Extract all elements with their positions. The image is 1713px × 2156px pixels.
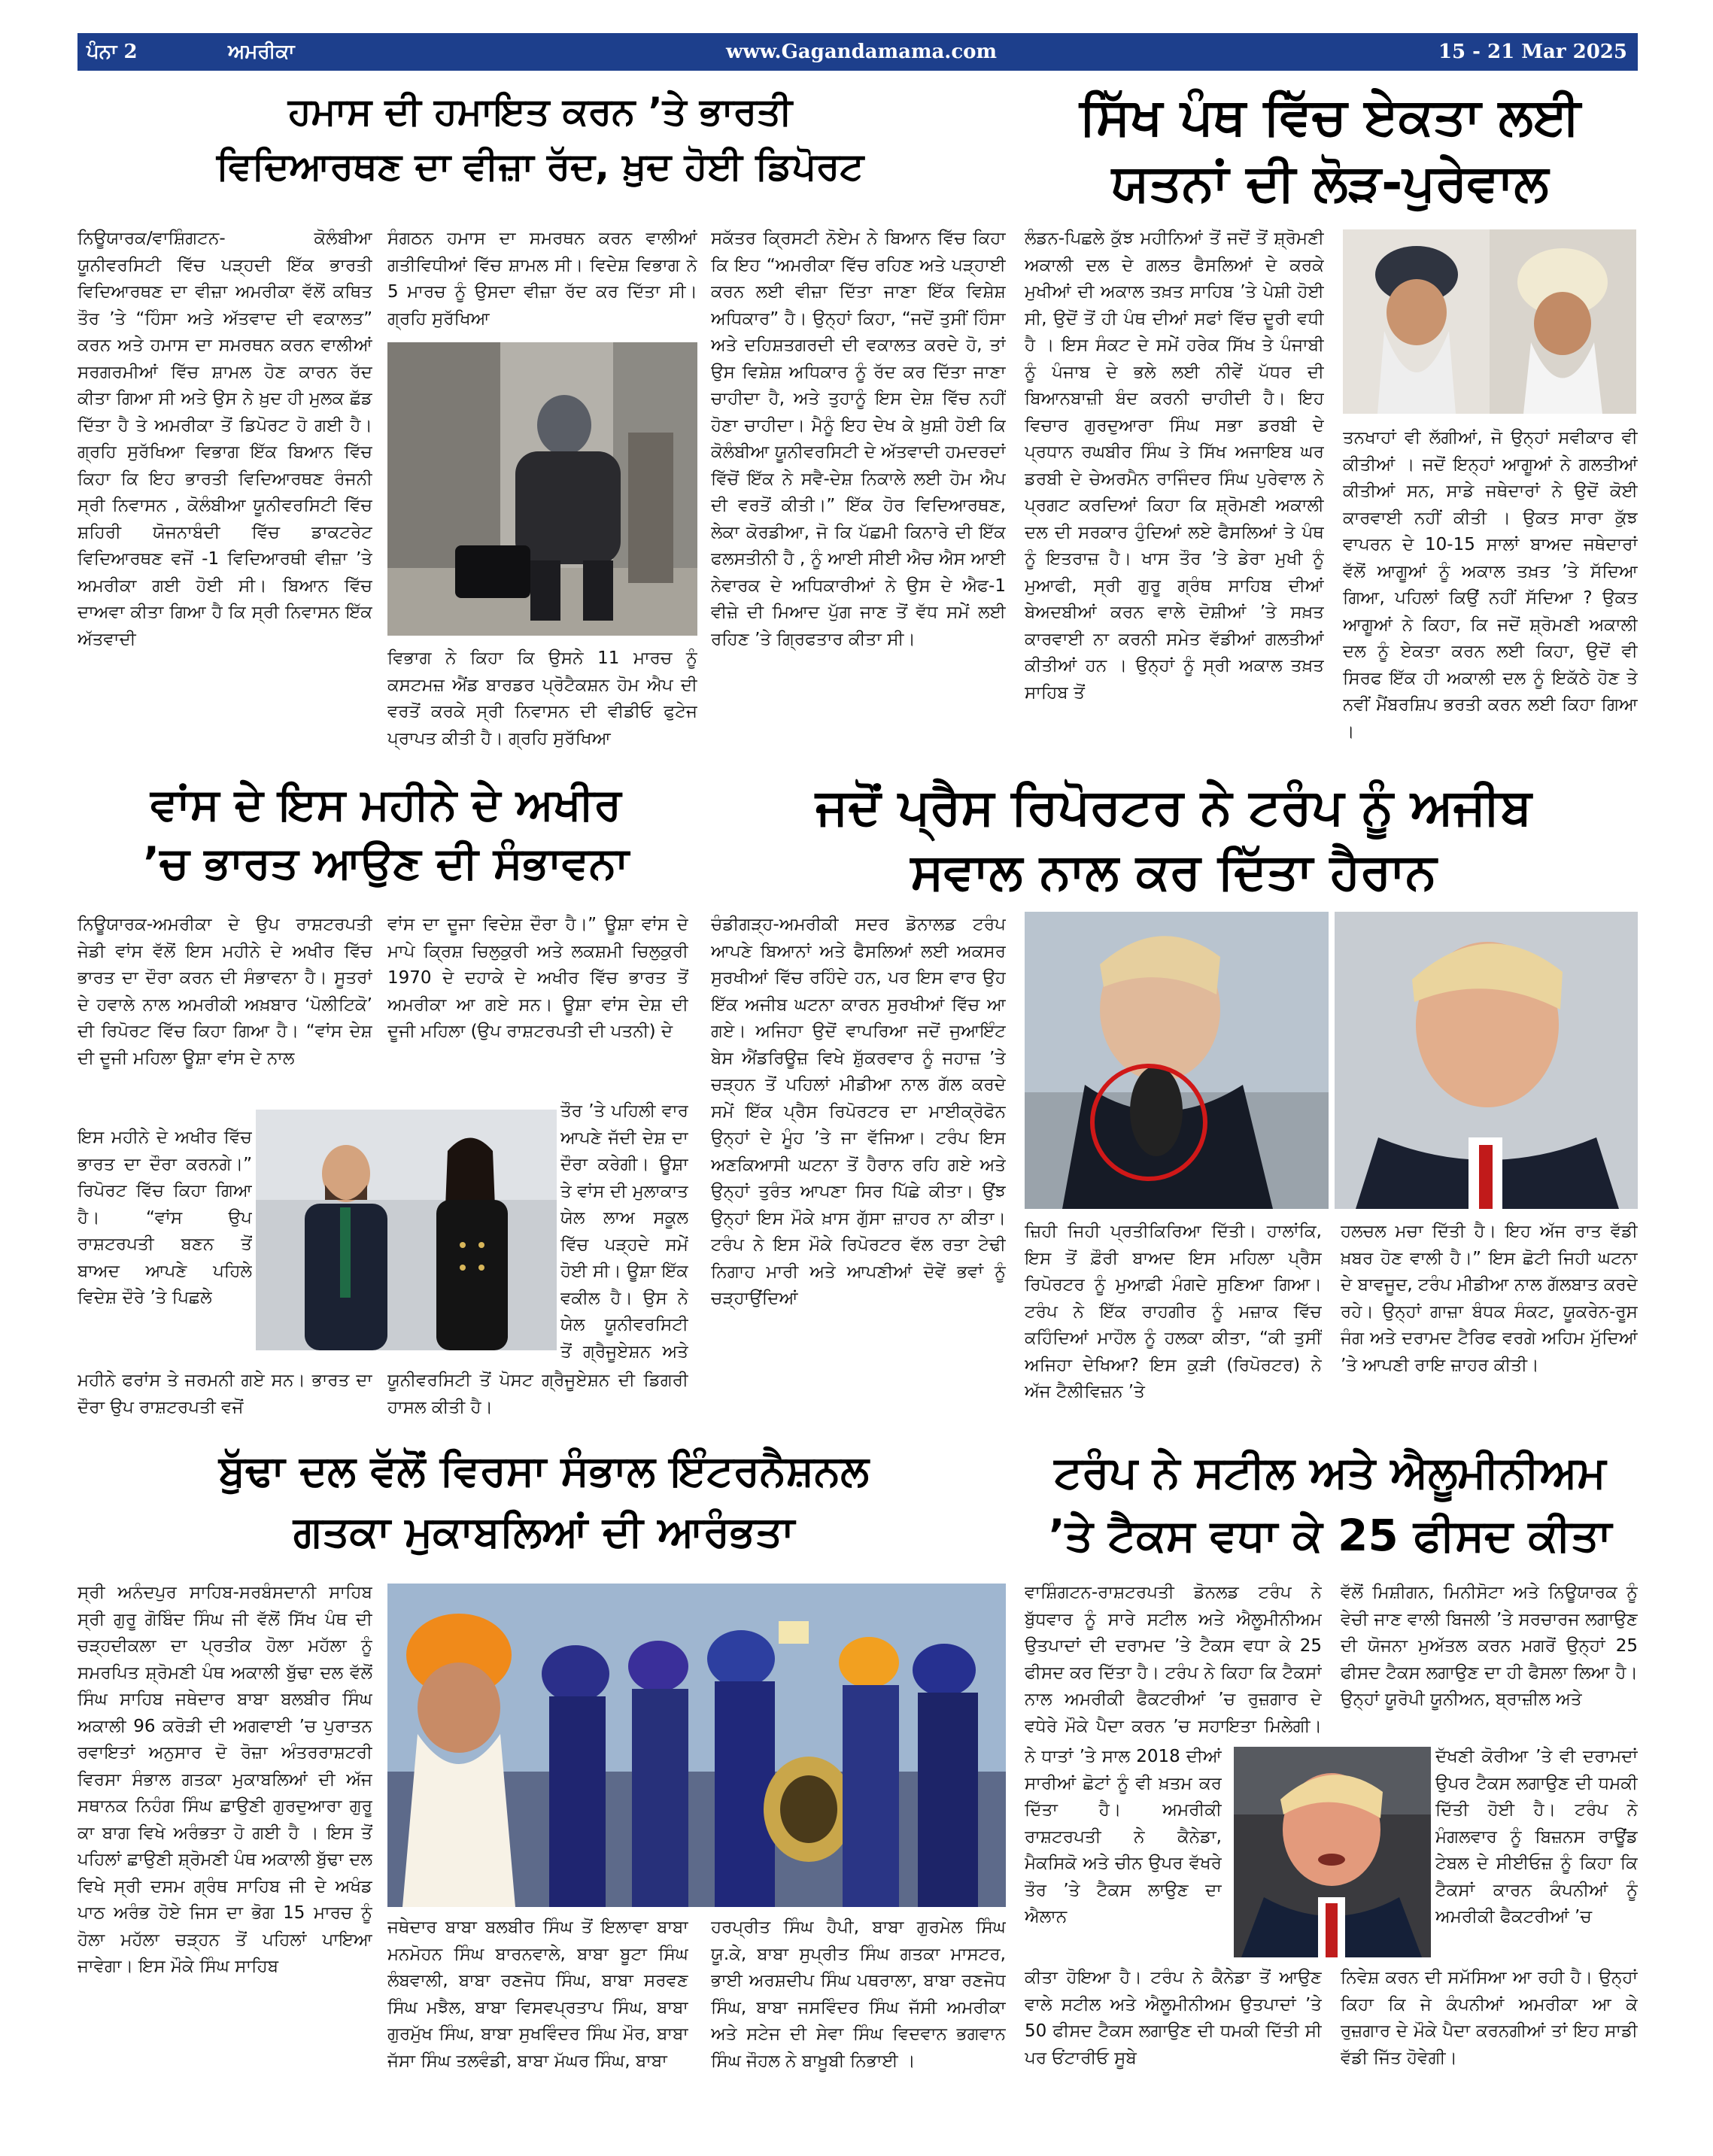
headline-line: ਟਰੰਪ ਨੇ ਸਟੀਲ ਅਤੇ ਐਲੂਮੀਨੀਅਮ <box>1054 1447 1606 1498</box>
site-url[interactable]: www.Gagandamama.com <box>726 41 998 63</box>
article-column: ਵਾਸ਼ਿੰਗਟਨ-ਰਾਸ਼ਟਰਪਤੀ ਡੋਨਲਡ ਟਰੰਪ ਨੇ ਬੁੱਧਵਾਰ ਨੂੰ ਸਾਰੇ ਸਟੀਲ ਅਤੇ ਐਲੂਮੀਨੀਅਮ ਉਤਪਾਦਾਂ ਦੀ ਦਰਾਮਦ ’ਤੇ ਟੈਕਸ ਵਧਾ ਕੇ 25 ਫੀਸਦ ਕਰ ਦਿੱਤਾ ਹੈ। ਟਰੰਪ ਨੇ ਕਿਹਾ ਕਿ ਟੈਕਸਾਂ ਨਾਲ ਅਮਰੀਕੀ ਫੈਕਟਰੀਆਂ ’ਚ ਰੁਜ਼ਗਾਰ ਦੇ ਵਧੇਰੇ ਮੌਕੇ ਪੈਦਾ ਕਰਨ ’ਚ ਸਹਾਇਤਾ ਮਿਲੇਗੀ। <box>1025 1583 1322 1736</box>
headline-line: ਸਿੱਖ ਪੰਥ ਵਿੱਚ ਏਕਤਾ ਲਈ <box>1080 87 1581 147</box>
article-column: ਵੱਲੋਂ ਮਿਸ਼ੀਗਨ, ਮਿਨੀਸੋਟਾ ਅਤੇ ਨਿਊਯਾਰਕ ਨੂੰ ਵੇਚੀ ਜਾਣ ਵਾਲੀ ਬਿਜਲੀ ’ਤੇ ਸਰਚਾਰਜ ਲਗਾਉਣ ਦੀ ਯੋਜਨਾ ਮੁਅੱਤਲ ਕਰਨ ਮਗਰੋਂ ਉਨ੍ਹਾਂ 25 ਫੀਸਦ ਟੈਕਸ ਲਗਾਉਣ ਦਾ ਹੀ ਫੈਸਲਾ ਲਿਆ ਹੈ। ਉਨ੍ਹਾਂ ਯੂਰੋਪੀ ਯੂਨੀਅਨ, ਬ੍ਰਾਜ਼ੀਲ ਅਤੇ <box>1341 1583 1638 1709</box>
photo-two-sikh-leaders <box>1343 229 1636 414</box>
headline <box>707 775 1640 904</box>
headline-line: ਵਾਂਸ ਦੇ ਇਸ ਮਹੀਨੇ ਦੇ ਅਖੀਰ <box>150 779 621 830</box>
headline-line: ਜਦੋਂ ਪ੍ਰੈਸ ਰਿਪੋਰਟਰ ਨੇ ਟਰੰਪ ਨੂੰ ਅਜੀਬ <box>815 778 1532 836</box>
article-column: ਸੰਗਠਨ ਹਮਾਸ ਦਾ ਸਮਰਥਨ ਕਰਨ ਵਾਲੀਆਂ ਗਤੀਵਿਧੀਆਂ ਵਿੱਚ ਸ਼ਾਮਲ ਸੀ। ਵਿਦੇਸ਼ ਵਿਭਾਗ ਨੇ 5 ਮਾਰਚ ਨੂੰ ਉਸਦਾ ਵੀਜ਼ਾ ਰੱਦ ਕਰ ਦਿੱਤਾ ਸੀ। ਗ੍ਰਹਿ ਸੁਰੱਖਿਆ <box>387 229 697 329</box>
article-column: ਦੱਖਣੀ ਕੋਰੀਆ ’ਤੇ ਵੀ ਦਰਾਮਦਾਂ ਉਪਰ ਟੈਕਸ ਲਗਾਉਣ ਦੀ ਧਮਕੀ ਦਿੱਤੀ ਹੋਈ ਹੈ। ਟਰੰਪ ਨੇ ਮੰਗਲਵਾਰ ਨੂੰ ਬਿਜ਼ਨਸ ਰਾਊਂਡ ਟੇਬਲ ਦੇ ਸੀਈਓਜ਼ ਨੂੰ ਕਿਹਾ ਕਿ ਟੈਕਸਾਂ ਕਾਰਨ ਕੰਪਨੀਆਂ ਨੂੰ ਅਮਰੀਕੀ ਫੈਕਟਰੀਆਂ ’ਚ <box>1435 1747 1638 1927</box>
article-column: ਇਸ ਮਹੀਨੇ ਦੇ ਅਖੀਰ ਵਿੱਚ ਭਾਰਤ ਦਾ ਦੌਰਾ ਕਰਨਗੇ।” ਰਿਪੋਰਟ ਵਿੱਚ ਕਿਹਾ ਗਿਆ ਹੈ। “ਵਾਂਸ ਉਪ ਰਾਸ਼ਟਰਪਤੀ ਬਣਨ ਤੋਂ ਬਾਅਦ ਆਪਣੇ ਪਹਿਲੇ ਵਿਦੇਸ਼ ਦੌਰੇ ’ਤੇ ਪਿਛਲੇ <box>77 1128 252 1307</box>
article-column: ਨਿਵੇਸ਼ ਕਰਨ ਦੀ ਸਮੱਸਿਆ ਆ ਰਹੀ ਹੈ। ਉਨ੍ਹਾਂ ਕਿਹਾ ਕਿ ਜੇ ਕੰਪਨੀਆਂ ਅਮਰੀਕਾ ਆ ਕੇ ਰੁਜ਼ਗਾਰ ਦੇ ਮੌਕੇ ਪੈਦਾ ਕਰਨਗੀਆਂ ਤਾਂ ਇਹ ਸਾਡੀ ਵੱਡੀ ਜਿੱਤ ਹੋਵੇਗੀ। <box>1341 1968 1638 2068</box>
article-column: ਵਿਭਾਗ ਨੇ ਕਿਹਾ ਕਿ ਉਸਨੇ 11 ਮਾਰਚ ਨੂੰ ਕਸਟਮਜ਼ ਐਂਡ ਬਾਰਡਰ ਪ੍ਰੋਟੈਕਸ਼ਨ ਹੋਮ ਐਪ ਦੀ ਵਰਤੋਂ ਕਰਕੇ ਸ੍ਰੀ ਨਿਵਾਸਨ ਦੀ ਵੀਡੀਓ ਫੁਟੇਜ ਪ੍ਰਾਪਤ ਕੀਤੀ ਹੈ। ਗ੍ਰਹਿ ਸੁਰੱਖਿਆ <box>387 648 697 749</box>
article-column: ਸ੍ਰੀ ਅਨੰਦਪੁਰ ਸਾਹਿਬ-ਸਰਬੰਸਦਾਨੀ ਸਾਹਿਬ ਸ੍ਰੀ ਗੁਰੂ ਗੋਬਿੰਦ ਸਿੰਘ ਜੀ ਵੱਲੋਂ ਸਿੱਖ ਪੰਥ ਦੀ ਚੜ੍ਹਦੀਕਲਾ ਦਾ ਪ੍ਰਤੀਕ ਹੋਲਾ ਮਹੱਲਾ ਨੂੰ ਸਮਰਪਿਤ ਸ਼੍ਰੋਮਣੀ ਪੰਥ ਅਕਾਲੀ ਬੁੱਢਾ ਦਲ ਵੱਲੋਂ ਸਿੰਘ ਸਾਹਿਬ ਜਥੇਦਾਰ ਬਾਬਾ ਬਲਬੀਰ ਸਿੰਘ ਅਕਾਲੀ 96 ਕਰੋੜੀ ਦੀ ਅਗਵਾਈ ’ਚ ਪੁਰਾਤਨ ਰਵਾਇਤਾਂ ਅਨੁਸਾਰ ਦੋ ਰੋਜ਼ਾ ਅੰਤਰਰਾਸ਼ਟਰੀ ਵਿਰਸਾ ਸੰਭਾਲ ਗਤਕਾ ਮੁਕਾਬਲਿਆਂ ਦੀ ਅੱਜ ਸਥਾਨਕ ਨਿਹੰਗ ਸਿੰਘ ਛਾਉਣੀ ਗੁਰਦੁਆਰਾ ਗੁਰੂ ਕਾ ਬਾਗ ਵਿਖੇ ਅਰੰਭਤਾ ਹੋ ਗਈ ਹੈ । ਇਸ ਤੋਂ ਪਹਿਲਾਂ ਛਾਉਣੀ ਸ਼੍ਰੋਮਣੀ ਪੰਥ ਅਕਾਲੀ ਬੁੱਢਾ ਦਲ ਵਿਖੇ ਸ੍ਰੀ ਦਸਮ ਗ੍ਰੰਥ ਸਾਹਿਬ ਜੀ ਦੇ ਅਖੰਡ ਪਾਠ ਅਰੰਭ ਹੋਏ ਜਿਸ ਦਾ ਭੋਗ 15 ਮਾਰਚ ਨੂੰ ਹੋਲਾ ਮਹੱਲਾ ਚੜ੍ਹਨ ਤੋਂ ਪਹਿਲਾਂ ਪਾਇਆ ਜਾਵੇਗਾ। ਇਸ ਮੌਕੇ ਸਿੰਘ ਸਾਹਿਬ <box>77 1583 372 1976</box>
photo-vance-couple <box>256 1110 557 1350</box>
page-number: ਪੰਨਾ 2 <box>87 41 138 63</box>
article-column: ਤਨਖਾਹਾਂ ਵੀ ਲੱਗੀਆਂ, ਜੋ ਉਨ੍ਹਾਂ ਸਵੀਕਾਰ ਵੀ ਕੀਤੀਆਂ । ਜਦੋਂ ਇਨ੍ਹਾਂ ਆਗੂਆਂ ਨੇ ਗਲਤੀਆਂ ਕੀਤੀਆਂ ਸਨ, ਸਾਡੇ ਜਥੇਦਾਰਾਂ ਨੇ ਉਦੋਂ ਕੋਈ ਕਾਰਵਾਈ ਨਹੀਂ ਕੀਤੀ । ਉਕਤ ਸਾਰਾ ਕੁੱਝ ਵਾਪਰਨ ਦੇ 10-15 ਸਾਲਾਂ ਬਾਅਦ ਜਥੇਦਾਰਾਂ ਵੱਲੋਂ ਆਗੂਆਂ ਨੂੰ ਅਕਾਲ ਤਖ਼ਤ ’ਤੇ ਸੱਦਿਆ ਗਿਆ, ਪਹਿਲਾਂ ਕਿਉਂ ਨਹੀਂ ਸੱਦਿਆ ? ਉਕਤ ਆਗੂਆਂ ਨੇ ਕਿਹਾ, ਕਿ ਜਦੋਂ ਸ਼੍ਰੋਮਣੀ ਅਕਾਲੀ ਦਲ ਨੂੰ ਏਕਤਾ ਕਰਨ ਲਈ ਕਿਹਾ, ਉਦੋਂ ਵੀ ਸਿਰਫ ਇੱਕ ਹੀ ਅਕਾਲੀ ਦਲ ਨੂੰ ਇਕੱਠੇ ਹੋਣ ਤੇ ਨਵੀਂ ਮੈਂਬਰਸ਼ਿਪ ਭਰਤੀ ਕਰਨ ਲਈ ਕਿਹਾ ਗਿਆ । <box>1343 428 1638 742</box>
article-column: ਨੇ ਧਾਤਾਂ ’ਤੇ ਸਾਲ 2018 ਦੀਆਂ ਸਾਰੀਆਂ ਛੋਟਾਂ ਨੂੰ ਵੀ ਖ਼ਤਮ ਕਰ ਦਿੱਤਾ ਹੈ। ਅਮਰੀਕੀ ਰਾਸ਼ਟਰਪਤੀ ਨੇ ਕੈਨੇਡਾ, ਮੈਕਸਿਕੋ ਅਤੇ ਚੀਨ ਉਪਰ ਵੱਖਰੇ ਤੌਰ ’ਤੇ ਟੈਕਸ ਲਾਉਣ ਦਾ ਐਲਾਨ <box>1025 1747 1222 1927</box>
article-column: ਜਥੇਦਾਰ ਬਾਬਾ ਬਲਬੀਰ ਸਿੰਘ ਤੋਂ ਇਲਾਵਾ ਬਾਬਾ ਮਨਮੋਹਨ ਸਿੰਘ ਬਾਰਨਵਾਲੇ, ਬਾਬਾ ਬੂਟਾ ਸਿੰਘ ਲੰਬਵਾਲੀ, ਬਾਬਾ ਰਣਜੋਧ ਸਿੰਘ, ਬਾਬਾ ਸਰਵਣ ਸਿੰਘ ਮਝੈਲ, ਬਾਬਾ ਵਿਸਵਪ੍ਰਤਾਪ ਸਿੰਘ, ਬਾਬਾ ਗੁਰਮੁੱਖ ਸਿੰਘ, ਬਾਬਾ ਸੁਖਵਿੰਦਰ ਸਿੰਘ ਮੌਰ, ਬਾਬਾ ਜੱਸਾ ਸਿੰਘ ਤਲਵੰਡੀ, ਬਾਬਾ ਮੱਘਰ ਸਿੰਘ, ਬਾਬਾ <box>387 1918 688 2071</box>
article-column: ਲੰਡਨ-ਪਿਛਲੇ ਕੁੱਝ ਮਹੀਨਿਆਂ ਤੋਂ ਜਦੋਂ ਤੋਂ ਸ਼੍ਰੋਮਣੀ ਅਕਾਲੀ ਦਲ ਦੇ ਗਲਤ ਫੈਸਲਿਆਂ ਦੇ ਕਰਕੇ ਮੁਖੀਆਂ ਦੀ ਅਕਾਲ ਤਖ਼ਤ ਸਾਹਿਬ ’ਤੇ ਪੇਸ਼ੀ ਹੋਈ ਸੀ, ਉਦੋਂ ਤੋਂ ਹੀ ਪੰਥ ਦੀਆਂ ਸਫਾਂ ਵਿੱਚ ਦੂਰੀ ਵਧੀ ਹੈ । ਇਸ ਸੰਕਟ ਦੇ ਸਮੇਂ ਹਰੇਕ ਸਿੱਖ ਤੇ ਪੰਜਾਬੀ ਨੂੰ ਪੰਜਾਬ ਦੇ ਭਲੇ ਲਈ ਨੀਵੇਂ ਪੱਧਰ ਦੀ ਬਿਆਨਬਾਜ਼ੀ ਬੰਦ ਕਰਨੀ ਚਾਹੀਦੀ ਹੈ। ਇਹ ਵਿਚਾਰ ਗੁਰਦੁਆਰਾ ਸਿੰਘ ਸਭਾ ਡਰਬੀ ਦੇ ਪ੍ਰਧਾਨ ਰਘਬੀਰ ਸਿੰਘ ਤੇ ਸਿੱਖ ਅਜਾਇਬ ਘਰ ਡਰਬੀ ਦੇ ਚੇਅਰਮੈਨ ਰਾਜਿੰਦਰ ਸਿੰਘ ਪੁਰੇਵਾਲ ਨੇ ਪ੍ਰਗਟ ਕਰਦਿਆਂ ਕਿਹਾ ਕਿ ਸ਼੍ਰੋਮਣੀ ਅਕਾਲੀ ਦਲ ਦੀ ਸਰਕਾਰ ਹੁੰਦਿਆਂ ਲਏ ਫੈਸਲਿਆਂ ਤੇ ਪੰਥ ਨੂੰ ਇਤਰਾਜ਼ ਹੈ। ਖਾਸ ਤੌਰ ’ਤੇ ਡੇਰਾ ਮੁਖੀ ਨੂੰ ਮੁਆਫੀ, ਸ੍ਰੀ ਗੁਰੂ ਗ੍ਰੰਥ ਸਾਹਿਬ ਦੀਆਂ ਬੇਅਦਬੀਆਂ ਕਰਨ ਵਾਲੇ ਦੋਸ਼ੀਆਂ ’ਤੇ ਸਖ਼ਤ ਕਾਰਵਾਈ ਨਾ ਕਰਨੀ ਸਮੇਤ ਵੱਡੀਆਂ ਗਲਤੀਆਂ ਕੀਤੀਆਂ ਹਨ । ਉਨ੍ਹਾਂ ਨੂੰ ਸ੍ਰੀ ਅਕਾਲ ਤਖ਼ਤ ਸਾਹਿਬ ਤੋਂ <box>1025 229 1324 703</box>
photo-gatka-ceremony <box>387 1584 1006 1907</box>
headline-line: ਹਮਾਸ ਦੀ ਹਮਾਇਤ ਕਰਨ ’ਤੇ ਭਾਰਤੀ <box>287 90 793 133</box>
headline-line: ਬੁੱਢਾ ਦਲ ਵੱਲੋਂ ਵਿਰਸਾ ਸੰਭਾਲ ਇੰਟਰਨੈਸ਼ਨਲ <box>219 1447 869 1496</box>
headline-line: ’ਤੇ ਟੈਕਸ ਵਧਾ ਕੇ 25 ਫੀਸਦ ਕੀਤਾ <box>1048 1510 1612 1562</box>
article-column: ਮਹੀਨੇ ਫਰਾਂਸ ਤੇ ਜਰਮਨੀ ਗਏ ਸਨ। ਭਾਰਤ ਦਾ ਦੌਰਾ ਉਪ ਰਾਸ਼ਟਰਪਤੀ ਵਜੋਂ <box>77 1371 372 1417</box>
headline-line: ਗਤਕਾ ਮੁਕਾਬਲਿਆਂ ਦੀ ਆਰੰਭਤਾ <box>293 1508 795 1557</box>
headline <box>77 84 1003 193</box>
headline-line: ਵਿਦਿਆਰਥਣ ਦਾ ਵੀਜ਼ਾ ਰੱਦ, ਖ਼ੁਦ ਹੋਈ ਡਿਪੋਰਟ <box>216 144 864 188</box>
article-column: ਹਰਪ੍ਰੀਤ ਸਿੰਘ ਹੈਪੀ, ਬਾਬਾ ਗੁਰਮੇਲ ਸਿੰਘ ਯੂ.ਕੇ, ਬਾਬਾ ਸੁਪ੍ਰੀਤ ਸਿੰਘ ਗਤਕਾ ਮਾਸਟਰ, ਭਾਈ ਅਰਸ਼ਦੀਪ ਸਿੰਘ ਪਥਰਾਲਾ, ਬਾਬਾ ਰਣਜੋਧ ਸਿੰਘ, ਬਾਬਾ ਜਸਵਿੰਦਰ ਸਿੰਘ ਜੱਸੀ ਅਮਰੀਕਾ ਅਤੇ ਸਟੇਜ ਦੀ ਸੇਵਾ ਸਿੰਘ ਵਿਦਵਾਨ ਭਗਵਾਨ ਸਿੰਘ ਜੌਹਲ ਨੇ ਬਾਖ਼ੂਬੀ ਨਿਭਾਈ । <box>711 1918 1006 2071</box>
issue-date: 15 - 21 Mar 2025 <box>1438 41 1627 63</box>
article-column: ਕੀਤਾ ਹੋਇਆ ਹੈ। ਟਰੰਪ ਨੇ ਕੈਨੇਡਾ ਤੋਂ ਆਉਣ ਵਾਲੇ ਸਟੀਲ ਅਤੇ ਐਲੂਮੀਨੀਅਮ ਉਤਪਾਦਾਂ ’ਤੇ 50 ਫੀਸਦ ਟੈਕਸ ਲਗਾਉਣ ਦੀ ਧਮਕੀ ਦਿੱਤੀ ਸੀ ਪਰ ਓਂਟਾਰੀਓ ਸੂਬੇ <box>1025 1968 1322 2068</box>
headline-line: ’ਚ ਭਾਰਤ ਆਉਣ ਦੀ ਸੰਭਾਵਨਾ <box>143 837 629 889</box>
section-name: ਅਮਰੀਕਾ <box>228 41 295 63</box>
headline-line: ਸਵਾਲ ਨਾਲ ਕਰ ਦਿੱਤਾ ਹੈਰਾਨ <box>910 842 1437 900</box>
article-column: ਹਲਚਲ ਮਚਾ ਦਿੱਤੀ ਹੈ। ਇਹ ਅੱਜ ਰਾਤ ਵੱਡੀ ਖ਼ਬਰ ਹੋਣ ਵਾਲੀ ਹੈ।” ਇਸ ਛੋਟੀ ਜਿਹੀ ਘਟਨਾ ਦੇ ਬਾਵਜੂਦ, ਟਰੰਪ ਮੀਡੀਆ ਨਾਲ ਗੱਲਬਾਤ ਕਰਦੇ ਰਹੇ। ਉਨ੍ਹਾਂ ਗਾਜ਼ਾ ਬੰਧਕ ਸੰਕਟ, ਯੂਕਰੇਨ-ਰੂਸ ਜੰਗ ਅਤੇ ਦਰਾਮਦ ਟੈਰਿਫ ਵਰਗੇ ਅਹਿਮ ਮੁੱਦਿਆਂ ’ਤੇ ਆਪਣੀ ਰਾਇ ਜ਼ਾਹਰ ਕੀਤੀ। <box>1341 1222 1638 1375</box>
headline <box>77 775 694 893</box>
headline <box>77 1441 1010 1562</box>
headline-line: ਯਤਨਾਂ ਦੀ ਲੋੜ-ਪੁਰੇਵਾਲ <box>1111 153 1549 214</box>
photo-trump-microphone <box>1025 912 1638 1209</box>
headline <box>1022 1441 1639 1567</box>
article-column: ਵਾਂਸ ਦਾ ਦੂਜਾ ਵਿਦੇਸ਼ ਦੌਰਾ ਹੈ।” ਊਸ਼ਾ ਵਾਂਸ ਦੇ ਮਾਪੇ ਕ੍ਰਿਸ਼ ਚਿਲੁਕੁਰੀ ਅਤੇ ਲਕਸ਼ਮੀ ਚਿਲੁਕੁਰੀ 1970 ਦੇ ਦਹਾਕੇ ਦੇ ਅਖੀਰ ਵਿੱਚ ਭਾਰਤ ਤੋਂ ਅਮਰੀਕਾ ਆ ਗਏ ਸਨ। ਊਸ਼ਾ ਵਾਂਸ ਦੇਸ਼ ਦੀ ਦੂਜੀ ਮਹਿਲਾ (ਉਪ ਰਾਸ਼ਟਰਪਤੀ ਦੀ ਪਤਨੀ) ਦੇ <box>387 915 688 1041</box>
article-column: ਨਿਊਯਾਰਕ/ਵਾਸ਼ਿੰਗਟਨ- ਕੋਲੰਬੀਆ ਯੂਨੀਵਰਸਿਟੀ ਵਿੱਚ ਪੜ੍ਹਦੀ ਇੱਕ ਭਾਰਤੀ ਵਿਦਿਆਰਥਣ ਦਾ ਵੀਜ਼ਾ ਅਮਰੀਕਾ ਵੱਲੋਂ ਕਥਿਤ ਤੌਰ ’ਤੇ “ਹਿੰਸਾ ਅਤੇ ਅੱਤਵਾਦ ਦੀ ਵਕਾਲਤ” ਕਰਨ ਅਤੇ ਹਮਾਸ ਦਾ ਸਮਰਥਨ ਕਰਨ ਵਾਲੀਆਂ ਸਰਗਰਮੀਆਂ ਵਿੱਚ ਸ਼ਾਮਲ ਹੋਣ ਕਾਰਨ ਰੱਦ ਕੀਤਾ ਗਿਆ ਸੀ ਅਤੇ ਉਸ ਨੇ ਖ਼ੁਦ ਹੀ ਮੁਲਕ ਛੱਡ ਦਿੱਤਾ ਹੈ ਤੇ ਅਮਰੀਕਾ ਤੋਂ ਡਿਪੋਰਟ ਹੋ ਗਈ ਹੈ। ਗ੍ਰਹਿ ਸੁਰੱਖਿਆ ਵਿਭਾਗ ਇੱਕ ਬਿਆਨ ਵਿੱਚ ਕਿਹਾ ਕਿ ਇਹ ਭਾਰਤੀ ਵਿਦਿਆਰਥਣ ਰੰਜਨੀ ਸ੍ਰੀ ਨਿਵਾਸਨ , ਕੋਲੰਬੀਆ ਯੂਨੀਵਰਸਿਟੀ ਵਿੱਚ ਸ਼ਹਿਰੀ ਯੋਜਨਾਬੰਦੀ ਵਿੱਚ ਡਾਕਟਰੇਟ ਵਿਦਿਆਰਥਣ ਵਜੋਂ -1 ਵਿਦਿਆਰਥੀ ਵੀਜ਼ਾ ’ਤੇ ਅਮਰੀਕਾ ਗਈ ਹੋਈ ਸੀ। ਬਿਆਨ ਵਿੱਚ ਦਾਅਵਾ ਕੀਤਾ ਗਿਆ ਹੈ ਕਿ ਸ੍ਰੀ ਨਿਵਾਸਨ ਇੱਕ ਅੱਤਵਾਦੀ <box>77 229 372 649</box>
article-column: ਯੂਨੀਵਰਸਿਟੀ ਤੋਂ ਪੋਸਟ ਗ੍ਰੈਜੂਏਸ਼ਨ ਦੀ ਡਿਗਰੀ ਹਾਸਲ ਕੀਤੀ ਹੈ। <box>387 1371 688 1417</box>
headline <box>1022 84 1639 217</box>
article-column: ਚੰਡੀਗੜ੍ਹ-ਅਮਰੀਕੀ ਸਦਰ ਡੋਨਾਲਡ ਟਰੰਪ ਆਪਣੇ ਬਿਆਨਾਂ ਅਤੇ ਫੈਸਲਿਆਂ ਲਈ ਅਕਸਰ ਸੁਰਖੀਆਂ ਵਿੱਚ ਰਹਿੰਦੇ ਹਨ, ਪਰ ਇਸ ਵਾਰ ਉਹ ਇੱਕ ਅਜੀਬ ਘਟਨਾ ਕਾਰਨ ਸੁਰਖੀਆਂ ਵਿੱਚ ਆ ਗਏ। ਅਜਿਹਾ ਉਦੋਂ ਵਾਪਰਿਆ ਜਦੋਂ ਜੁਆਇੰਟ ਬੇਸ ਐਂਡਰਿਊਜ਼ ਵਿਖੇ ਸ਼ੁੱਕਰਵਾਰ ਨੂੰ ਜਹਾਜ਼ ’ਤੇ ਚੜ੍ਹਨ ਤੋਂ ਪਹਿਲਾਂ ਮੀਡੀਆ ਨਾਲ ਗੱਲ ਕਰਦੇ ਸਮੇਂ ਇੱਕ ਪ੍ਰੈਸ ਰਿਪੋਰਟਰ ਦਾ ਮਾਈਕ੍ਰੋਫੋਨ ਉਨ੍ਹਾਂ ਦੇ ਮੂੰਹ ’ਤੇ ਜਾ ਵੱਜਿਆ। ਟਰੰਪ ਇਸ ਅਣਕਿਆਸੀ ਘਟਨਾ ਤੋਂ ਹੈਰਾਨ ਰਹਿ ਗਏ ਅਤੇ ਉਨ੍ਹਾਂ ਤੁਰੰਤ ਆਪਣਾ ਸਿਰ ਪਿੱਛੇ ਕੀਤਾ। ਉਂਝ ਉਨ੍ਹਾਂ ਇਸ ਮੌਕੇ ਖ਼ਾਸ ਗੁੱਸਾ ਜ਼ਾਹਰ ਨਾ ਕੀਤਾ। ਟਰੰਪ ਨੇ ਇਸ ਮੌਕੇ ਰਿਪੋਰਟਰ ਵੱਲ ਰਤਾ ਟੇਢੀ ਨਿਗਾਹ ਮਾਰੀ ਅਤੇ ਆਪਣੀਆਂ ਦੋਵੇਂ ਭਵਾਂ ਨੂੰ ਚੜ੍ਹਾਉਂਦਿਆਂ <box>711 915 1006 1308</box>
article-column: ਨਿਊਯਾਰਕ-ਅਮਰੀਕਾ ਦੇ ਉਪ ਰਾਸ਼ਟਰਪਤੀ ਜੇਡੀ ਵਾਂਸ ਵੱਲੋਂ ਇਸ ਮਹੀਨੇ ਦੇ ਅਖੀਰ ਵਿੱਚ ਭਾਰਤ ਦਾ ਦੌਰਾ ਕਰਨ ਦੀ ਸੰਭਾਵਨਾ ਹੈ। ਸੂਤਰਾਂ ਦੇ ਹਵਾਲੇ ਨਾਲ ਅਮਰੀਕੀ ਅਖ਼ਬਾਰ ‘ਪੋਲੀਟਿਕੋ’ ਦੀ ਰਿਪੋਰਟ ਵਿੱਚ ਕਿਹਾ ਗਿਆ ਹੈ। “ਵਾਂਸ ਦੇਸ਼ ਦੀ ਦੂਜੀ ਮਹਿਲਾ ਊਸ਼ਾ ਵਾਂਸ ਦੇ ਨਾਲ <box>77 915 372 1068</box>
article-column: ਜ਼ਿਹੀ ਜਿਹੀ ਪ੍ਰਤੀਕਿਰਿਆ ਦਿੱਤੀ। ਹਾਲਾਂਕਿ, ਇਸ ਤੋਂ ਫ਼ੌਰੀ ਬਾਅਦ ਇਸ ਮਹਿਲਾ ਪ੍ਰੈਸ ਰਿਪੋਰਟਰ ਨੂੰ ਮੁਆਫ਼ੀ ਮੰਗਦੇ ਸੁਣਿਆ ਗਿਆ। ਟਰੰਪ ਨੇ ਇੱਕ ਰਾਹਗੀਰ ਨੂੰ ਮਜ਼ਾਕ ਵਿੱਚ ਕਹਿੰਦਿਆਂ ਮਾਹੌਲ ਨੂੰ ਹਲਕਾ ਕੀਤਾ, “ਕੀ ਤੁਸੀਂ ਅਜਿਹਾ ਦੇਖਿਆ? ਇਸ ਕੁੜੀ (ਰਿਪੋਰਟਰ) ਨੇ ਅੱਜ ਟੈਲੀਵਿਜ਼ਨ ’ਤੇ <box>1025 1222 1322 1401</box>
page-header-bar <box>77 33 1638 71</box>
photo-trump-portrait <box>1234 1747 1431 1957</box>
article-column: ਤੌਰ ’ਤੇ ਪਹਿਲੀ ਵਾਰ ਆਪਣੇ ਜੱਦੀ ਦੇਸ਼ ਦਾ ਦੌਰਾ ਕਰੇਗੀ। ਊਸ਼ਾ ਤੇ ਵਾਂਸ ਦੀ ਮੁਲਾਕਾਤ ਯੇਲ ਲਾਅ ਸਕੂਲ ਵਿੱਚ ਪੜ੍ਹਦੇ ਸਮੇਂ ਹੋਈ ਸੀ। ਊਸ਼ਾ ਇੱਕ ਵਕੀਲ ਹੈ। ਉਸ ਨੇ ਯੇਲ ਯੂਨੀਵਰਸਿਟੀ ਤੋਂ ਗ੍ਰੈਜੂਏਸ਼ਨ ਅਤੇ <box>560 1101 688 1362</box>
photo-student-with-suitcase <box>387 342 697 636</box>
article-column: ਸਕੱਤਰ ਕ੍ਰਿਸਟੀ ਨੋਏਮ ਨੇ ਬਿਆਨ ਵਿੱਚ ਕਿਹਾ ਕਿ ਇਹ “ਅਮਰੀਕਾ ਵਿੱਚ ਰਹਿਣ ਅਤੇ ਪੜ੍ਹਾਈ ਕਰਨ ਲਈ ਵੀਜ਼ਾ ਦਿੱਤਾ ਜਾਣਾ ਇੱਕ ਵਿਸ਼ੇਸ਼ ਅਧਿਕਾਰ” ਹੈ। ਉਨ੍ਹਾਂ ਕਿਹਾ, “ਜਦੋਂ ਤੁਸੀਂ ਹਿੰਸਾ ਅਤੇ ਦਹਿਸ਼ਤਗਰਦੀ ਦੀ ਵਕਾਲਤ ਕਰਦੇ ਹੋ, ਤਾਂ ਉਸ ਵਿਸ਼ੇਸ਼ ਅਧਿਕਾਰ ਨੂੰ ਰੱਦ ਕਰ ਦਿੱਤਾ ਜਾਣਾ ਚਾਹੀਦਾ ਹੈ, ਅਤੇ ਤੁਹਾਨੂੰ ਇਸ ਦੇਸ਼ ਵਿੱਚ ਨਹੀਂ ਹੋਣਾ ਚਾਹੀਦਾ। ਮੈਨੂੰ ਇਹ ਦੇਖ ਕੇ ਖ਼ੁਸ਼ੀ ਹੋਈ ਕਿ ਕੋਲੰਬੀਆ ਯੂਨੀਵਰਸਿਟੀ ਦੇ ਅੱਤਵਾਦੀ ਹਮਦਰਦਾਂ ਵਿੱਚੋਂ ਇੱਕ ਨੇ ਸਵੈ-ਦੇਸ਼ ਨਿਕਾਲੇ ਲਈ ਹੋਮ ਐਪ ਦੀ ਵਰਤੋਂ ਕੀਤੀ।” ਇੱਕ ਹੋਰ ਵਿਦਿਆਰਥਣ, ਲੇਕਾ ਕੋਰਡੀਆ, ਜੋ ਕਿ ਪੱਛਮੀ ਕਿਨਾਰੇ ਦੀ ਇੱਕ ਫਲਸਤੀਨੀ ਹੈ , ਨੂੰ ਆਈ ਸੀਈ ਐਚ ਐਸ ਆਈ ਨੇਵਾਰਕ ਦੇ ਅਧਿਕਾਰੀਆਂ ਨੇ ਉਸ ਦੇ ਐਫ-1 ਵੀਜ਼ੇ ਦੀ ਮਿਆਦ ਪੁੱਗ ਜਾਣ ਤੋਂ ਵੱਧ ਸਮੇਂ ਲਈ ਰਹਿਣ ’ਤੇ ਗ੍ਰਿਫਤਾਰ ਕੀਤਾ ਸੀ। <box>711 229 1006 649</box>
